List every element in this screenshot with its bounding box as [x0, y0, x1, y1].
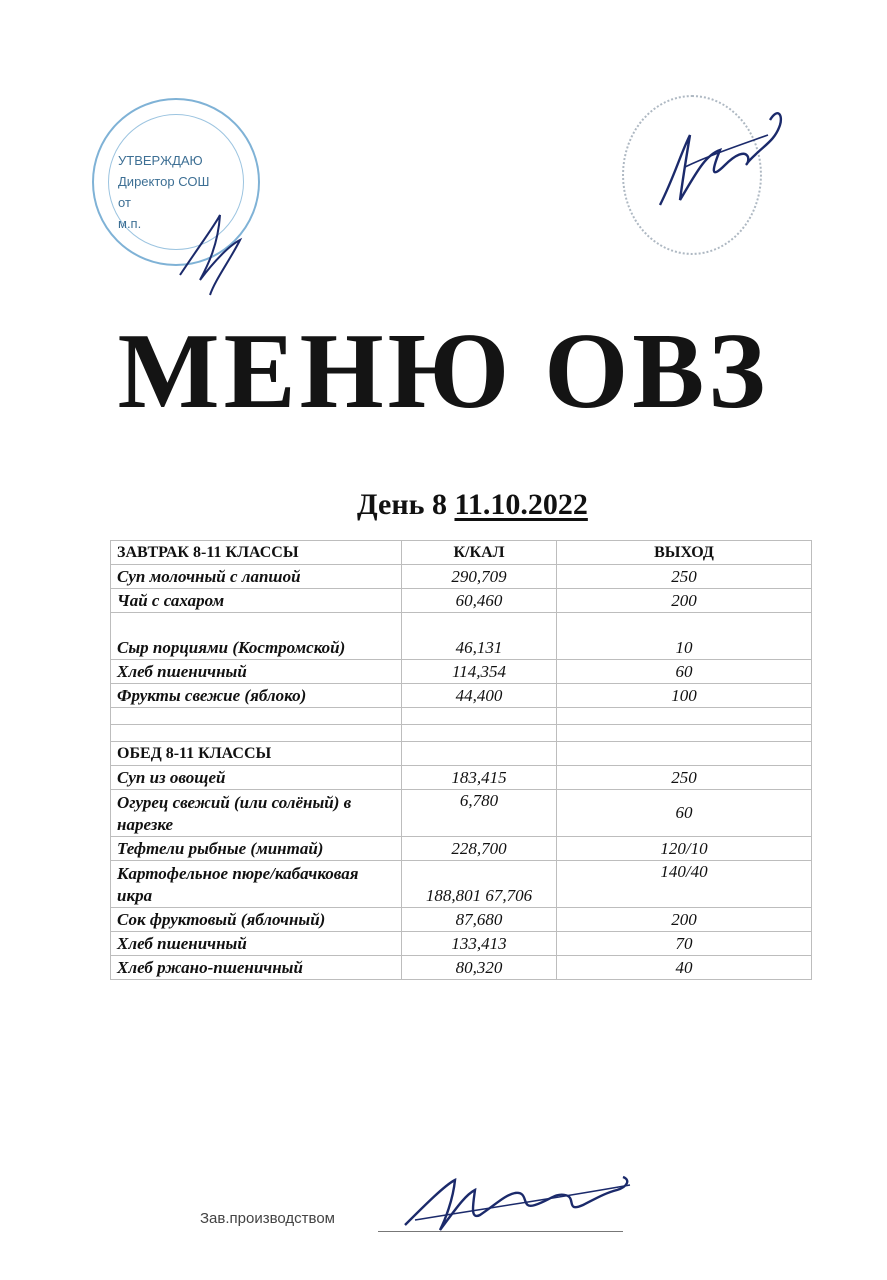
dish-name: Сок фруктовый (яблочный) [111, 908, 402, 932]
table-row [111, 956, 812, 980]
dish-output: 40 [557, 956, 812, 980]
table-spacer-row [111, 708, 812, 725]
table-row [111, 660, 812, 684]
dish-kcal: 46,131 [402, 613, 557, 660]
dish-kcal: 44,400 [402, 684, 557, 708]
signature-bottom [395, 1165, 645, 1245]
page-title: МЕНЮ ОВЗ [117, 312, 770, 431]
signature-left [170, 205, 250, 300]
dish-name: Хлеб пшеничный [111, 932, 402, 956]
dish-kcal: 228,700 [402, 837, 557, 861]
lunch-header: ОБЕД 8-11 КЛАССЫ [111, 742, 402, 766]
dish-output: 140/40 [557, 861, 812, 908]
day-label: День 8 [357, 488, 447, 521]
dish-name: Чай с сахаром [111, 589, 402, 613]
dish-name: Суп молочный с лапшой [111, 565, 402, 589]
dish-kcal: 6,780 [402, 790, 557, 837]
dish-name: Хлеб ржано-пшеничный [111, 956, 402, 980]
dish-output: 60 [557, 790, 812, 837]
dish-output: 200 [557, 589, 812, 613]
approval-line: УТВЕРЖДАЮ [118, 153, 203, 168]
output-column-header: ВЫХОД [557, 541, 812, 565]
table-row [111, 613, 812, 660]
dish-name: Картофельное пюре/кабачковая икра [111, 861, 402, 908]
signature-top-right [650, 95, 795, 215]
menu-table [110, 540, 812, 980]
dish-kcal: 188,801 67,706 [402, 861, 557, 908]
dish-output: 100 [557, 684, 812, 708]
kcal-column-header: К/КАЛ [402, 541, 557, 565]
day-heading [357, 488, 588, 522]
dish-kcal: 133,413 [402, 932, 557, 956]
dish-name: Фрукты свежие (яблоко) [111, 684, 402, 708]
table-header-row [111, 541, 812, 565]
dish-kcal: 87,680 [402, 908, 557, 932]
table-row [111, 908, 812, 932]
dish-output: 250 [557, 766, 812, 790]
approval-line: от [118, 195, 131, 210]
dish-name: Тефтели рыбные (минтай) [111, 837, 402, 861]
dish-kcal: 290,709 [402, 565, 557, 589]
approval-line: м.п. [118, 216, 142, 231]
table-row [111, 589, 812, 613]
dish-kcal: 114,354 [402, 660, 557, 684]
dish-name: Огурец свежий (или солёный) в нарезке [111, 790, 402, 837]
table-row [111, 790, 812, 837]
dish-name: Сыр порциями (Костромской) [111, 613, 402, 660]
dish-kcal: 60,460 [402, 589, 557, 613]
dish-output: 120/10 [557, 837, 812, 861]
dish-kcal: 80,320 [402, 956, 557, 980]
table-row [111, 932, 812, 956]
table-row [111, 684, 812, 708]
dish-name: Хлеб пшеничный [111, 660, 402, 684]
table-row [111, 861, 812, 908]
footer-label: Зав.производством [200, 1210, 335, 1227]
table-row [111, 837, 812, 861]
dish-kcal: 183,415 [402, 766, 557, 790]
dish-output: 200 [557, 908, 812, 932]
table-header-row [111, 742, 812, 766]
dish-output: 10 [557, 613, 812, 660]
day-date: 11.10.2022 [454, 488, 588, 521]
table-row [111, 565, 812, 589]
table-row [111, 766, 812, 790]
dish-output: 70 [557, 932, 812, 956]
table-spacer-row [111, 725, 812, 742]
dish-output: 60 [557, 660, 812, 684]
dish-name: Суп из овощей [111, 766, 402, 790]
approval-line: Директор СОШ [118, 174, 210, 189]
dish-output: 250 [557, 565, 812, 589]
breakfast-header: ЗАВТРАК 8-11 КЛАССЫ [111, 541, 402, 565]
